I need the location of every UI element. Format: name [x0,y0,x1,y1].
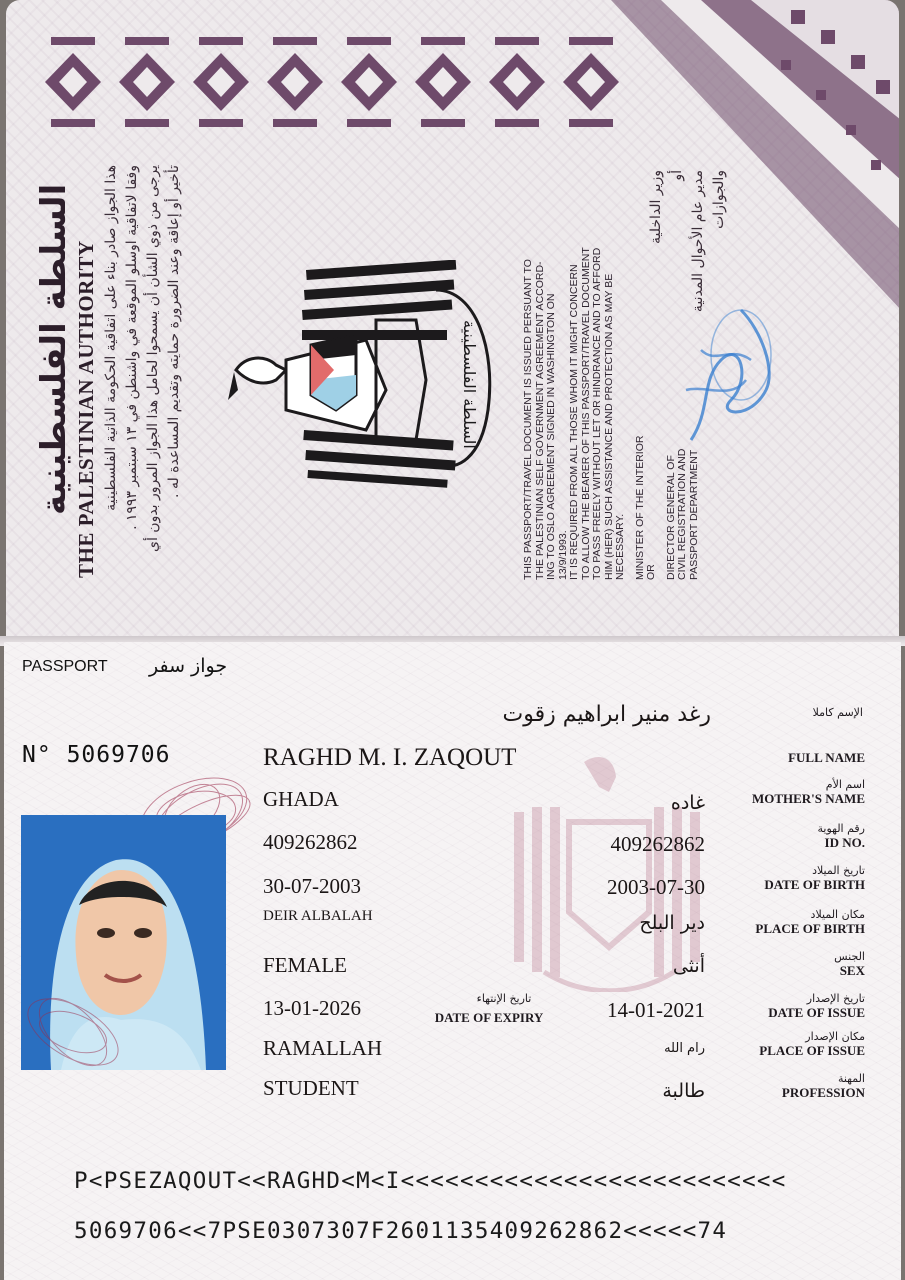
notice-line: 13/9/1993. [556,530,569,580]
notice-line: TO PASS FREELY WITHOUT LET OR HINDRANCE AND TO AFFORD [591,247,603,580]
label-sex-en: SEX [839,963,865,978]
field-labels [715,750,865,780]
sex-en: FEMALE [263,953,347,977]
date-of-birth-right: 2003-07-30 [607,875,705,899]
embroidery-bar-top [51,37,95,45]
director-title: PASSPORT DEPARTMENT [687,449,700,580]
label-expiry-ar: تاريخ الإنتهاء [476,992,532,1005]
embroidery-bar-bottom [51,119,95,127]
date-of-expiry: 13-01-2026 [263,996,361,1020]
minister-title: MINISTER OF THE INTERIOR [633,435,646,580]
label-group-profession [715,1072,865,1101]
director-title-ar: مدير عام الأحوال المدنية [690,170,706,313]
label-pob-ar: مكان الميلاد [810,908,865,921]
label-poi-en: PLACE OF ISSUE [759,1043,865,1058]
embroidery-bar-top [125,37,169,45]
label-dob-en: DATE OF BIRTH [764,877,865,892]
embroidery-bar-bottom [273,119,317,127]
authority-title-ar: السلطة الفلسطينية [34,183,74,515]
place-of-birth-en: DEIR ALBALAH [263,908,373,924]
full-name-en: RAGHD M. I. ZAQOUT [263,744,517,771]
security-guilloche-lower [18,972,138,1092]
profession-en: STUDENT [263,1076,359,1100]
mother-name-en: GHADA [263,787,339,811]
arabic-notice-line: وفقا لاتفاقية اوسلو الموقعة في واشنطن في ١٣ سبتمبر ١٩٩٣ . [124,165,140,530]
doc-type-en: PASSPORT [22,658,108,675]
authority-title-en: THE PALESTINIAN AUTHORITY [74,240,98,578]
label-dob-ar: تاريخ الميلاد [812,864,865,877]
director-title: CIVIL REGISTRATION AND [676,448,688,580]
label-group-pob [715,908,865,937]
arabic-notice-line: يرجى من ذوي الشأن أن يسمحوا لحامل هذا الجواز المرور بدون أي [145,165,161,553]
label-full-name-en: FULL NAME [788,750,865,765]
passport-data-page [4,642,901,1280]
label-group-id [715,822,865,851]
label-id-en: ID NO. [824,835,865,850]
place-of-issue-en: RAMALLAH [263,1036,382,1060]
label-sex-ar: الجنس [834,950,865,963]
label-mother-ar: اسم الأم [825,778,865,791]
arabic-notice-line: هذا الجواز صادر بناء على اتفاقية الحكومة الذاتية الفلسطينية [103,165,119,511]
number-value: 5069706 [66,742,171,768]
notice-line: NECESSARY. [614,513,626,580]
embroidery-bar-top [273,37,317,45]
place-of-birth-ar: دير البلح [639,912,705,934]
notice-line: THIS PASSPORT/TRAVEL DOCUMENT IS ISSUED PERSUANT TO [522,259,534,580]
date-of-birth: 30-07-2003 [263,874,361,898]
embroidery-bar-bottom [347,119,391,127]
embroidery-band-top [31,35,651,130]
label-group-mother [715,778,865,807]
director-title-ar: والجوازات [711,170,727,229]
embroidery-bar-bottom [421,119,465,127]
notice-line: HIM (HER) SUCH ASSISTANCE AND PROTECTION AS MAY BE [602,273,615,580]
label-issue-ar: تاريخ الإصدار [806,992,865,1005]
label-expiry-en: DATE OF EXPIRY [434,1010,544,1025]
arabic-notice [101,165,185,585]
notice-line: THE PALESTINIAN SELF GOVERNMENT AGREEMENT ACCORD- [533,261,546,580]
label-group-poi [715,1030,865,1059]
embroidery-bar-bottom [125,119,169,127]
mother-name-ar: غاده [670,792,705,814]
label-group-issue [715,992,865,1021]
notice-line: ING TO OSLO AGREEMENT SIGNED IN WASHINGTON ON [545,293,557,580]
label-group-dob [715,864,865,893]
embroidery-bar-top [495,37,539,45]
embroidery-bar-top [347,37,391,45]
label-id-ar: رقم الهوية [817,822,865,835]
notice-line: IT IS REQUIRED FROM ALL THOSE WHOM IT MIGHT CONCERN [568,264,580,580]
mrz-line-1: P<PSEZAQOUT<<RAGHD<M<I<<<<<<<<<<<<<<<<<<<<<<<<<< [74,1168,787,1194]
embroidery-bar-bottom [199,119,243,127]
label-prof-en: PROFESSION [781,1085,865,1100]
label-pob-en: PLACE OF BIRTH [755,921,865,936]
id-number: 409262862 [263,830,358,854]
label-issue-en: DATE OF ISSUE [768,1005,865,1020]
emblem-text: السلطة الفلسطينية [460,320,479,449]
number-prefix: N° [22,742,52,768]
or-text: OR [645,564,657,580]
sex-ar: أنثى [672,955,705,977]
date-of-issue: 14-01-2021 [607,998,705,1022]
id-number-right: 409262862 [610,832,705,856]
label-poi-ar: مكان الإصدار [805,1030,865,1043]
signature-stamp [671,290,791,460]
profession-ar: طالبة [662,1080,705,1102]
embroidery-bar-top [421,37,465,45]
place-of-issue-ar: رام الله [664,1041,705,1056]
label-mother-en: MOTHER'S NAME [751,791,865,806]
label-prof-ar: المهنة [837,1072,865,1085]
mrz-line-2: 5069706<<7PSE0307307F2601135409262862<<<<<74 [74,1218,728,1244]
label-full-name-ar: الإسم كاملا [812,706,863,719]
director-title: DIRECTOR GENERAL OF [664,455,677,580]
label-group-sex [715,950,865,979]
or-text-ar: أو [669,170,685,181]
embroidery-bar-top [199,37,243,45]
notice-line: TO ALLOW THE BEARER OF THIS PASSPORT/TRAVEL DOCUMENT [579,247,592,580]
passport-info-page [6,0,899,640]
full-name-ar: رغد منير ابراهيم زقوت [502,702,711,727]
eagle-emblem-icon [226,260,506,490]
arabic-notice-line: تأخير أو إعاقة وعند الضرورة حمايته وتقديم المساعدة له . [166,165,182,498]
embroidery-bar-bottom [495,119,539,127]
minister-title-ar: وزير الداخلية [648,170,664,245]
flag-shield-icon [311,335,356,410]
doc-type-ar: جواز سفر [149,655,228,677]
